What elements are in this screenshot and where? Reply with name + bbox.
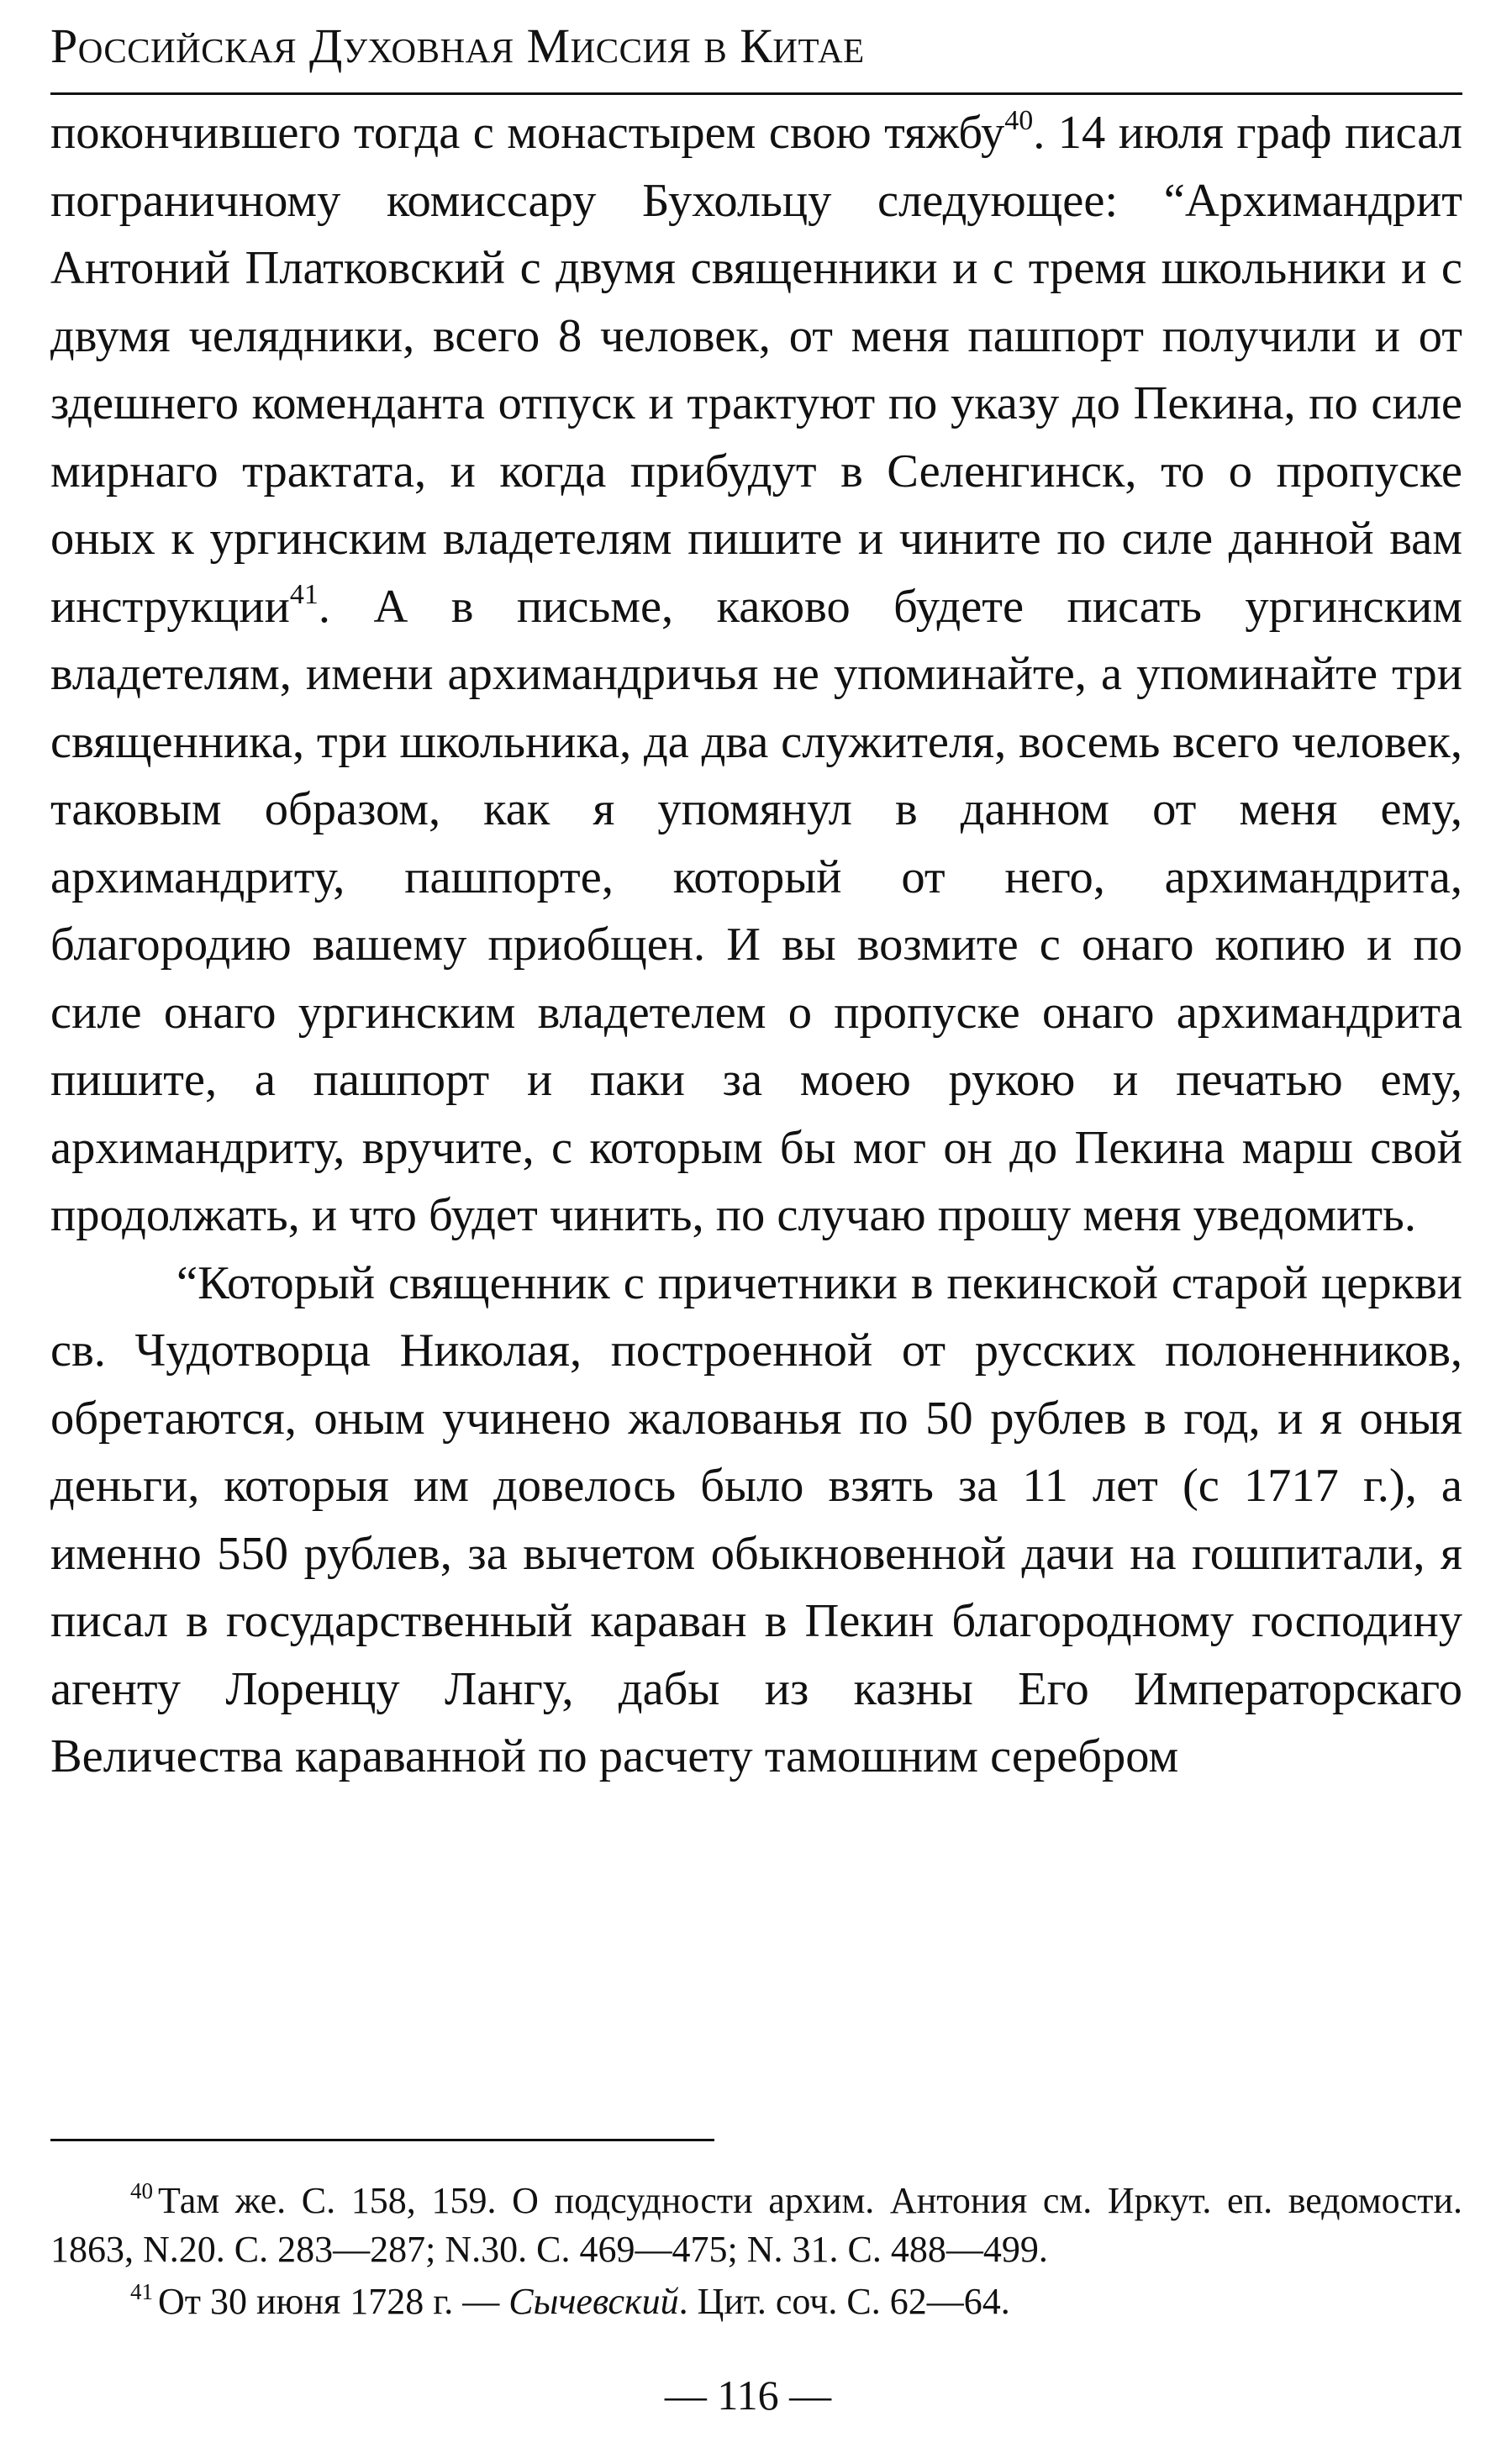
main-text — [50, 99, 1462, 1791]
footnotes — [50, 2177, 1462, 2330]
footnote-41-author: Сычевский — [508, 2281, 679, 2322]
footnote-40-number: 40 — [130, 2178, 153, 2203]
footnote-41 — [50, 2277, 1462, 2326]
paragraph-1-part-c: . А в письме, каково будете писать ургинским владетелям, имени архимандричья не упоминайте, а упоминайте три священника, три школьника, да два служителя, восемь всего человек, таковым образом, как я упомянул в данном от меня ему, архимандриту, пашпорте, который от него, архимандрита, благородию вашему приобщен. И вы возмите с онаго копию и по силе онаго ургинским владетелем о пропуске онаго архимандрита пишите, а пашпорт и паки за моею рукою и печатью ему, архимандриту, вручите, с которым бы мог он до Пекина марш свой продолжать, и что будет чинить, по случаю прошу меня уведомить. — [50, 580, 1462, 1241]
footnote-41-text-post: . Цит. соч. С. 62—64. — [678, 2281, 1010, 2322]
footnote-40 — [50, 2177, 1462, 2274]
paragraph-1-part-b: . 14 июля граф писал пограничному комиссару Бухольцу следующее: “Архимандрит Антоний Платковский с двумя священники и с тремя школьники и с двумя челядники, всего 8 человек, от меня пашпорт получили и от здешнего коменданта отпуск и трактуют по указу до Пекина, по силе мирнаго трактата, и когда прибудут в Селенгинск, то о пропуске оных к ургинским владетелям пишите и чините по силе данной вам инструкции — [50, 107, 1463, 633]
footnote-41-number: 41 — [130, 2279, 153, 2304]
paragraph-1 — [50, 99, 1462, 1250]
footnote-ref-41[interactable]: 41 — [289, 578, 319, 610]
running-head: Российская Духовная Миссия в Китае — [50, 18, 865, 73]
footnote-separator — [50, 2139, 714, 2141]
paragraph-2: “Который священник с причетники в пекинской старой церкви св. Чудотворца Николая, построенной от русских полоненников, обретаются, оным учинено жалованья по 50 рублев в год, и я оныя деньги, которыя им довелось было взять за 11 лет (с 1717 г.), а именно 550 рублев, за вычетом обыкновенной дачи на гошпитали, я писал в государственный караван в Пекин благородному господину агенту Лоренцу Лангу, дабы из казны Его Императорскаго Величества караванной по расчету тамошним серебром — [50, 1256, 1462, 1782]
footnote-40-text: Там же. С. 158, 159. О подсудности архим. Антония см. Иркут. еп. ведомости. 1863, N.20. С. 283—287; N.30. С. 469—475; N. 31. С. 488—499. — [50, 2180, 1462, 2270]
page-number: — 116 — — [664, 2372, 832, 2419]
footnote-41-text-pre: От 30 июня 1728 г. — — [158, 2281, 509, 2322]
paragraph-1-part-a: покончившего тогда с монастырем свою тяжбу — [50, 107, 1005, 159]
running-head-rule — [50, 92, 1462, 95]
footnote-ref-40[interactable]: 40 — [1004, 105, 1034, 136]
